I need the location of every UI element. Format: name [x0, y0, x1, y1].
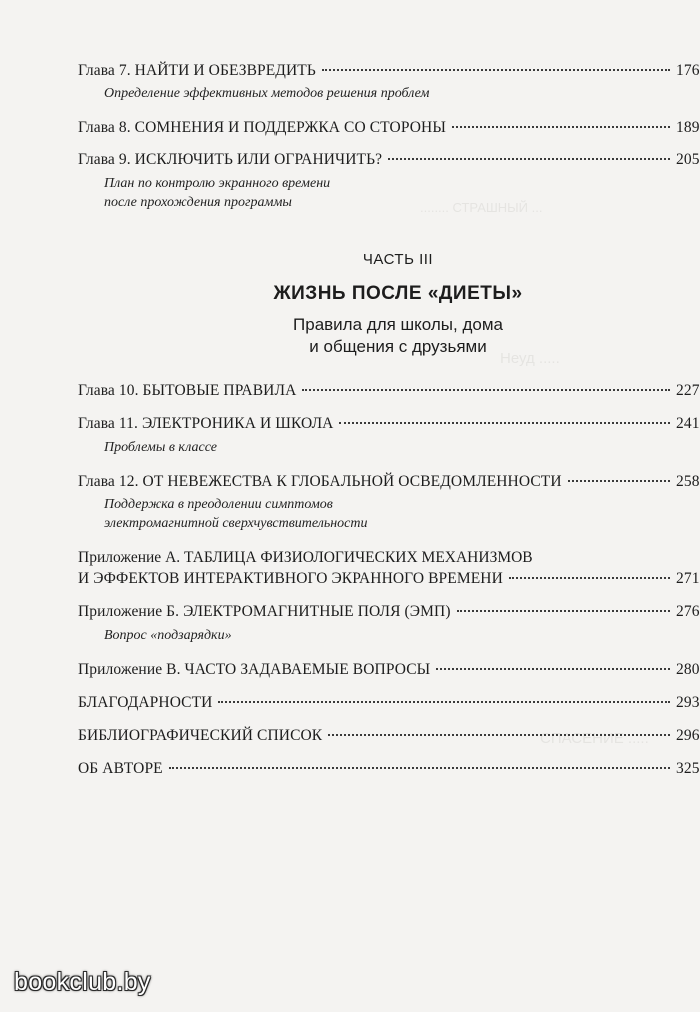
entry-title-line: Приложение А. ТАБЛИЦА ФИЗИОЛОГИЧЕСКИХ МЕХАНИЗМОВ	[78, 549, 533, 566]
toc-entry-chapter-9[interactable]	[78, 151, 700, 169]
page-number: 271	[676, 570, 700, 587]
toc-entry-chapter-8[interactable]	[78, 119, 700, 137]
toc-entry-chapter-10[interactable]	[78, 382, 700, 400]
entry-title: Глава 11. ЭЛЕКТРОНИКА И ШКОЛА	[78, 415, 334, 432]
toc-entry-chapter-12[interactable]	[78, 473, 700, 491]
dot-leader	[457, 610, 670, 612]
bleed-through-text: СПАСЕНИЕ .....	[540, 730, 649, 747]
page-number: 296	[676, 727, 700, 744]
page-number: 205	[676, 151, 700, 168]
page-number: 258	[676, 473, 700, 490]
part-subtitle: Правила для школы, дома	[293, 315, 503, 334]
toc-entry-acknowledgements[interactable]	[78, 694, 700, 712]
toc-entry-bibliography[interactable]	[78, 727, 700, 745]
entry-title: ОБ АВТОРЕ	[78, 760, 163, 777]
dot-leader	[218, 701, 670, 703]
dot-leader	[436, 668, 670, 670]
entry-subtitle: Поддержка в преодолении симптомов	[104, 497, 333, 512]
bleed-through-text: Неуд .....	[500, 350, 560, 367]
entry-subtitle: электромагнитной сверхчувствительности	[104, 516, 368, 531]
toc-entry-chapter-11[interactable]	[78, 415, 700, 433]
entry-title: Глава 8. СОМНЕНИЯ И ПОДДЕРЖКА СО СТОРОНЫ	[78, 119, 446, 136]
dot-leader	[568, 480, 670, 482]
entry-title: Глава 9. ИСКЛЮЧИТЬ ИЛИ ОГРАНИЧИТЬ?	[78, 151, 383, 168]
dot-leader	[339, 422, 670, 424]
toc-entry-appendix-a[interactable]	[78, 570, 700, 588]
entry-subtitle: Проблемы в классе	[104, 440, 217, 455]
entry-title: И ЭФФЕКТОВ ИНТЕРАКТИВНОГО ЭКРАННОГО ВРЕМЕНИ	[78, 570, 503, 587]
entry-subtitle: после прохождения программы	[104, 195, 292, 210]
toc-entry-appendix-c[interactable]	[78, 661, 700, 679]
entry-title: БЛАГОДАРНОСТИ	[78, 694, 213, 711]
page-number: 176	[676, 62, 700, 79]
site-watermark: bookclub.by	[14, 968, 151, 996]
entry-subtitle: Вопрос «подзарядки»	[104, 628, 232, 643]
bleed-through-text: ........ СТРАШНЫЙ ...	[420, 200, 543, 215]
part-label: ЧАСТЬ III	[362, 251, 434, 268]
page-number: 276	[676, 603, 700, 620]
entry-title: Глава 10. БЫТОВЫЕ ПРАВИЛА	[78, 382, 297, 399]
dot-leader	[509, 577, 670, 579]
toc-entry-chapter-7[interactable]	[78, 62, 700, 80]
dot-leader	[302, 389, 670, 391]
page-number: 241	[676, 415, 700, 432]
page-number: 325	[676, 760, 700, 777]
entry-title: Глава 7. НАЙТИ И ОБЕЗВРЕДИТЬ	[78, 62, 316, 79]
entry-title: Приложение Б. ЭЛЕКТРОМАГНИТНЫЕ ПОЛЯ (ЭМП)	[78, 603, 451, 620]
part-title: ЖИЗНЬ ПОСЛЕ «ДИЕТЫ»	[273, 283, 523, 304]
part-subtitle: и общения с друзьями	[309, 337, 487, 356]
dot-leader	[452, 126, 670, 128]
page-number: 280	[676, 661, 700, 678]
dot-leader	[328, 734, 670, 736]
entry-subtitle: Определение эффективных методов решения проблем	[104, 86, 430, 101]
page-number: 189	[676, 119, 700, 136]
entry-title: БИБЛИОГРАФИЧЕСКИЙ СПИСОК	[78, 727, 323, 744]
entry-subtitle: План по контролю экранного времени	[104, 176, 331, 191]
dot-leader	[169, 767, 670, 769]
dot-leader	[322, 69, 670, 71]
toc-entry-about-author[interactable]	[78, 760, 700, 778]
dot-leader	[388, 158, 670, 160]
entry-title: Приложение В. ЧАСТО ЗАДАВАЕМЫЕ ВОПРОСЫ	[78, 661, 431, 678]
entry-title: Глава 12. ОТ НЕВЕЖЕСТВА К ГЛОБАЛЬНОЙ ОСВЕДОМЛЕННОСТИ	[78, 473, 562, 490]
page-number: 293	[676, 694, 700, 711]
toc-entry-appendix-b[interactable]	[78, 603, 700, 621]
page-number: 227	[676, 382, 700, 399]
